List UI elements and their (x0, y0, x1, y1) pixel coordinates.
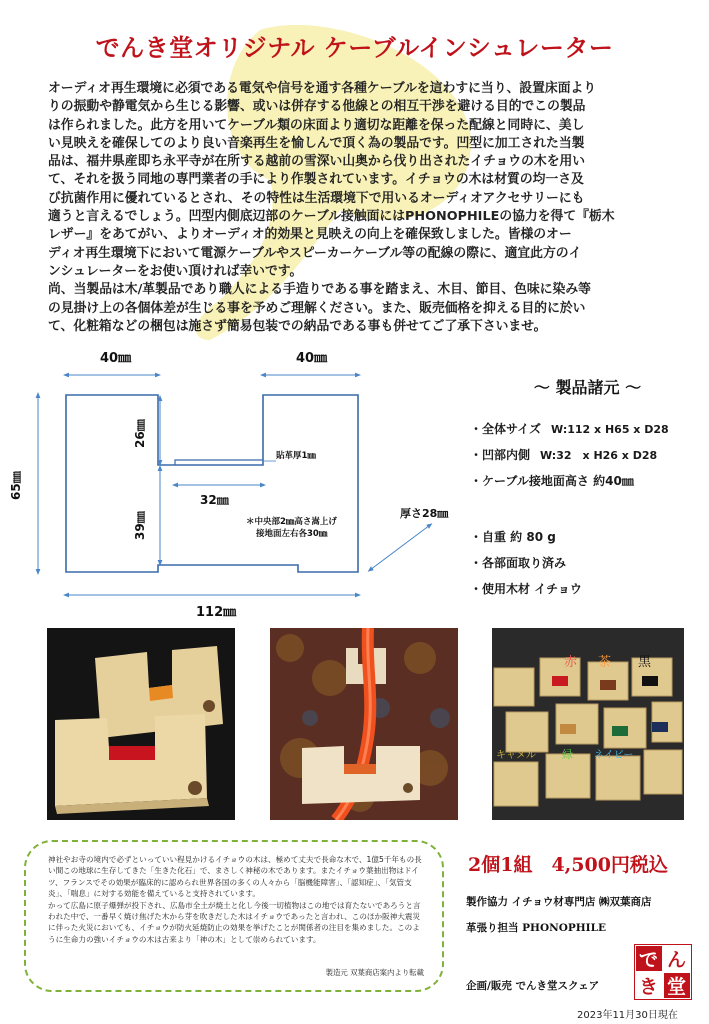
spec-label: ・自重 約 80 g (470, 530, 556, 544)
page-title: でんき堂オリジナル ケーブルインシュレーター (95, 34, 614, 62)
intro-line: の見掛け上の各個体差が生じる事を予めご理解ください。また、販売価格を抑える目的に於い (48, 300, 586, 316)
logo-char: 堂 (667, 976, 687, 998)
intro-line: て、化粧箱などの梱包は施さず簡易包装での納品である事も併せてご了承下さいませ。 (48, 318, 547, 334)
leather-thickness-label: 貼革厚1㎜ (276, 451, 316, 461)
spec-value: W:32 x H26 x D28 (540, 449, 658, 462)
spec-label: ・各部面取り済み (470, 556, 567, 570)
credit-seller: 企画/販売 でんき堂スクェア (466, 980, 600, 992)
intro-line: 品は、福井県産即ち永平寺が在所する越前の雪深い山奥から伐り出されたイチョウの木を用い (48, 154, 586, 170)
dimension-diagram (0, 340, 460, 630)
logo-char: ん (667, 949, 687, 971)
dim-base-height: 39㎜ (133, 511, 147, 540)
spec-row-weight (470, 524, 705, 550)
price-label: 2個1組 4,500円税込 (468, 854, 668, 876)
intro-text (48, 80, 666, 336)
dim-thickness: 厚さ28㎜ (400, 507, 449, 520)
ginkgo-note-box (24, 840, 444, 992)
dim-top-left: 40㎜ (100, 351, 132, 366)
intro-line: ディオ再生環境下において電源ケーブルやスピーカーケーブル等の配線の際に、適宜此方のイ (48, 245, 582, 261)
intro-line: りの振動や静電気から生じる影響、或いは併存する他線との相互干渉を避ける目的でこの製品 (48, 99, 586, 115)
note-paragraph: かって広島に原子爆弾が投下され、広島市全土が焼土と化し今後一切植物はこの地では育たないであろうと言われた中で、一番早く焼け焦げた木から芽を吹きだした木はイチョウであったと言われ、このほか阪神大震災に伴った火災においても、イチョウが防火延焼防止の効果を挙げたことが関係者の注目を集めました。このように生命力の強いイチョウの木は古来より「神の木」として崇められています。 (48, 900, 421, 944)
dim-height: 65㎜ (9, 471, 23, 500)
spec-label: ・全体サイズ (470, 422, 542, 436)
spec-label: ・使用木材 イチョウ (470, 582, 582, 596)
color-label-camel: キャメル (496, 750, 536, 761)
specs-title: ～ 製品諸元 ～ (533, 378, 642, 397)
intro-line: 適うと言えるでしょう。凹型内側底辺部のケーブル接触面にはPHONOPHILEの協力を得て『栃木 (48, 209, 615, 225)
credit-maker: 製作協力 イチョウ材専門店 ㈱双葉商店 (466, 896, 652, 908)
note-paragraph: 神社やお寺の境内で必ずといっていい程見かけるイチョウの木は、極めて丈夫で長命な木で、1億5千年もの長い間この地球に生存してきた「生きた化石」で、まさしく神秘の木であります。またイチョウ葉抽出物はドイツ、フランスでその効果が臨床的に認められ世界各国の多くの人々から「脳機能障害」、「認知症」、「気管支炎」、「喘息」に対する効能を備えていると支持されています。 (48, 855, 422, 899)
intro-line: は作られました。此方を用いてケーブル類の床面より適切な距離を保った配線と同時に、美し (48, 117, 585, 133)
logo-char: で (639, 949, 659, 971)
spec-label: ・凹部内側 (470, 448, 531, 462)
product-photo-pair (47, 628, 235, 820)
spec-row-height (470, 468, 705, 494)
intro-line: ンシュレーターをお使い頂ければ幸いです。 (48, 263, 303, 279)
intro-line: い見映えを確保してのより良い音楽再生を愉しんで頂く為の製品です。凹型に加工された当製 (48, 135, 585, 151)
spec-label: ・ケーブル接地面高さ 約40㎜ (470, 474, 634, 488)
intro-line: レザー』をあてがい、よりオーディオ的効果と見映えの向上を確保致しました。皆様のオー (48, 227, 572, 243)
intro-line: び抗菌作用に優れているとされ、その特性は生活環境下で用いるオーディオアクセサリーにも (48, 190, 585, 206)
raised-center-note: ＊中央部2㎜高さ嵩上げ (246, 517, 337, 527)
dim-width: 112㎜ (196, 605, 237, 620)
product-specs (470, 375, 705, 602)
spec-row-chamfer (470, 550, 705, 576)
dim-inner-width: 32㎜ (200, 493, 229, 507)
intro-line: オーディオ再生環境に必須である電気や信号を通す各種ケーブルを這わすに当り、設置床面より (48, 81, 597, 96)
color-label-brown: 茶 (598, 655, 612, 670)
color-label-navy: ネイビー (594, 750, 634, 761)
spec-row-wood (470, 576, 705, 602)
logo-char: き (639, 976, 659, 998)
as-of-date: 2023年11月30日現在 (577, 1010, 678, 1021)
denkido-logo-icon (634, 944, 692, 1000)
dim-top-right: 40㎜ (296, 351, 328, 366)
credit-leather: 革張り担当 PHONOPHILE (466, 922, 606, 934)
spec-value: W:112 x H65 x D28 (551, 423, 669, 436)
note-source: 製造元 双葉商店案内より転載 (325, 968, 424, 977)
color-label-green: 緑 (562, 748, 573, 761)
contact-surface-note: 接地面左右各30㎜ (256, 529, 328, 539)
color-label-black: 黒 (638, 655, 652, 670)
spec-row-size (470, 416, 705, 442)
product-photo-colors (492, 628, 684, 820)
color-label-red: 赤 (564, 655, 578, 670)
dim-inner-depth: 26㎜ (133, 419, 147, 448)
insulator-outline (66, 395, 358, 572)
spec-row-inner (470, 442, 705, 468)
intro-line: 尚、当製品は木/革製品であり職人による手造りである事を踏まえ、木目、節目、色味に染み等 (48, 282, 591, 298)
intro-line: て、それを扱う同地の専門業者の手により作製されています。イチョウの木は材質の均一さ及 (48, 172, 584, 188)
product-photo-cable (270, 628, 458, 820)
